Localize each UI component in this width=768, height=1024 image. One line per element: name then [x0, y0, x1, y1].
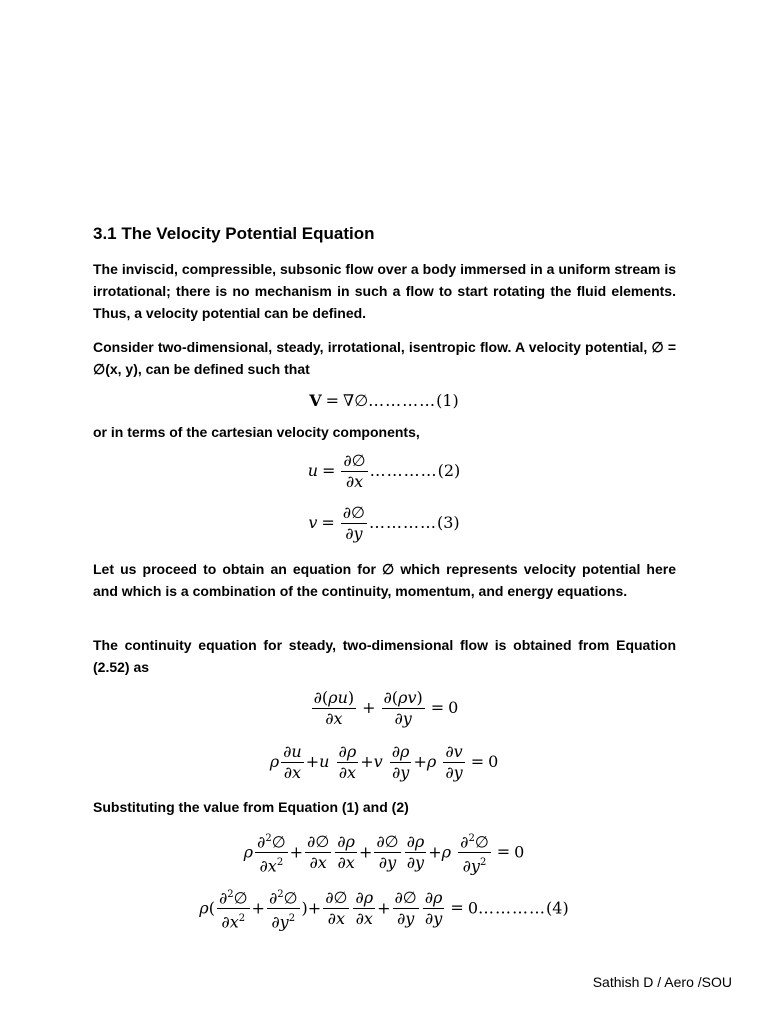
section-heading: 3.1 The Velocity Potential Equation: [93, 224, 375, 243]
paragraph-proceed: Let us proceed to obtain an equation for ∅ which represents velocity potential here and which is a combination of the continuity, momentum, and energy equations.: [93, 561, 676, 599]
equation-2: u = $\frac{\partial\emptyset}{\partial x}$ …………(2): [307, 451, 461, 491]
paragraph-intro: The inviscid, compressible, subsonic flow over a body immersed in a uniform stream is irrotational; there is no mechanism in such a flow to start rotating the fluid elements. Thus, a velocity potential can be defined.: [93, 261, 676, 321]
footer-author: Sathish D / Aero /SOU: [592, 974, 732, 990]
equation-3: v = $\frac{\partial\emptyset}{\partial y}$ …………(3): [308, 503, 460, 543]
continuity-equation: $\frac{\partial(\rho u)}{\partial x}$ + $\frac{\partial(\rho v)}{\partial y}$ = 0: [313, 688, 459, 728]
equation-4: ρ( $\frac{\partial^2\emptyset}{\partial x^2}$ + $\frac{\partial^2\emptyset}{\partial y^2}$ )+ $\frac{\partial\emptyset}{\partial x}$ $\frac{\partial\rho}{\partial x}$ + $\frac{\partial\emptyset}{\partial y}$ $\frac{\partial\rho}{\partial y}$ = 0…………(4): [0, 886, 768, 932]
paragraph-definition: Consider two-dimensional, steady, irrotational, isentropic flow. A velocity potential, ∅ = ∅(x, y), can be defined such that: [93, 339, 676, 377]
paragraph-cartesian: or in terms of the cartesian velocity components,: [93, 424, 420, 440]
paragraph-substituting: Substituting the value from Equation (1) and (2): [93, 799, 409, 815]
paragraph-continuity: The continuity equation for steady, two-dimensional flow is obtained from Equation (2.52) as: [93, 637, 676, 675]
substituted-equation: ρ $\frac{\partial^2\emptyset}{\partial x^2}$ + $\frac{\partial\emptyset}{\partial x}$ $\frac{\partial\rho}{\partial x}$ + $\frac{\partial\emptyset}{\partial y}$ $\frac{\partial\rho}{\partial y}$ +ρ $\frac{\partial^2\emptyset}{\partial y^2}$ = 0: [0, 830, 768, 876]
equation-1: V = ∇∅…………(1): [309, 391, 459, 410]
continuity-expanded: ρ $\frac{\partial u}{\partial x}$ +u $\frac{\partial\rho}{\partial x}$ +v $\frac{\partial\rho}{\partial y}$ +ρ $\frac{\partial v}{\partial y}$ = 0: [269, 742, 499, 782]
